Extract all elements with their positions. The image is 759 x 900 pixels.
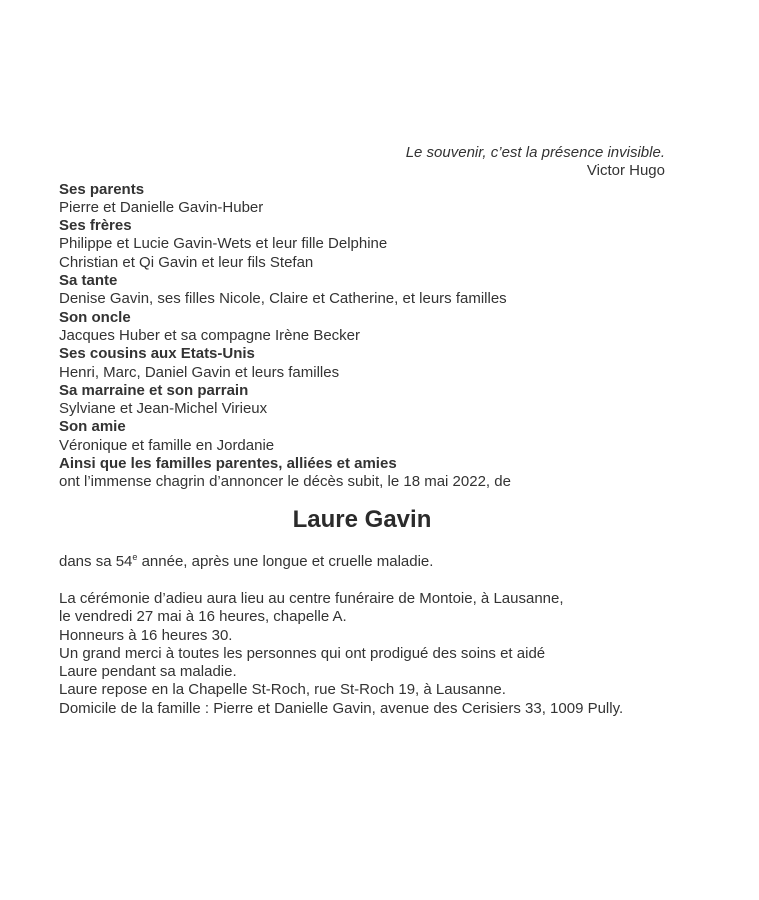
detail-line: le vendredi 27 mai à 16 heures, chapelle A.: [59, 608, 347, 626]
announcement-content: [59, 144, 665, 718]
deceased-name: Laure Gavin: [292, 505, 432, 533]
age-line-start: dans sa 54: [59, 552, 133, 570]
ceremony-details: [59, 590, 665, 718]
relation-names: Pierre et Danielle Gavin-Huber: [59, 198, 264, 216]
quote-author: Victor Hugo: [586, 162, 665, 180]
age-superscript: e: [132, 551, 138, 562]
detail-line: Laure repose en la Chapelle St-Roch, rue St-Roch 19, à Lausanne.: [59, 681, 506, 699]
relation-label: Ses parents: [59, 180, 145, 198]
relation-label: Ses cousins aux Etats-Unis: [59, 345, 255, 363]
memorial-quote: Le souvenir, c’est la présence invisible.: [405, 144, 665, 161]
relation-label: Son oncle: [59, 308, 131, 326]
relation-names: Philippe et Lucie Gavin-Wets et leur fille Delphine: [59, 235, 388, 253]
relatives-list: [59, 181, 665, 455]
age-line: [59, 553, 665, 571]
detail-line: Un grand merci à toutes les personnes qui ont prodigué des soins et aidé: [59, 644, 546, 662]
detail-line: Domicile de la famille : Pierre et Danielle Gavin, avenue des Cerisiers 33, 1009 Pully.: [59, 699, 624, 717]
relation-names: Sylviane et Jean-Michel Virieux: [59, 400, 268, 418]
relation-names: Denise Gavin, ses filles Nicole, Claire et Catherine, et leurs familles: [59, 290, 507, 308]
closing-line: Ainsi que les familles parentes, alliées et amies: [59, 455, 397, 473]
detail-line: Honneurs à 16 heures 30.: [59, 626, 233, 644]
detail-line: La cérémonie d’adieu aura lieu au centre funéraire de Montoie, à Lausanne,: [59, 589, 564, 607]
announcement-line: ont l’immense chagrin d’annoncer le décès subit, le 18 mai 2022, de: [59, 473, 511, 491]
relation-label: Sa tante: [59, 272, 118, 290]
relation-label: Sa marraine et son parrain: [59, 381, 249, 399]
age-line-end: année, après une longue et cruelle maladie.: [137, 552, 434, 570]
relation-label: Ses frères: [59, 217, 132, 235]
memorial-quote-block: [59, 144, 665, 181]
relation-label: Son amie: [59, 418, 126, 436]
relation-names: Jacques Huber et sa compagne Irène Becker: [59, 326, 361, 344]
relation-names: Henri, Marc, Daniel Gavin et leurs familles: [59, 363, 340, 381]
detail-line: Laure pendant sa maladie.: [59, 663, 237, 681]
relation-names: Christian et Qi Gavin et leur fils Stefan: [59, 253, 314, 271]
relation-names: Véronique et famille en Jordanie: [59, 436, 275, 454]
